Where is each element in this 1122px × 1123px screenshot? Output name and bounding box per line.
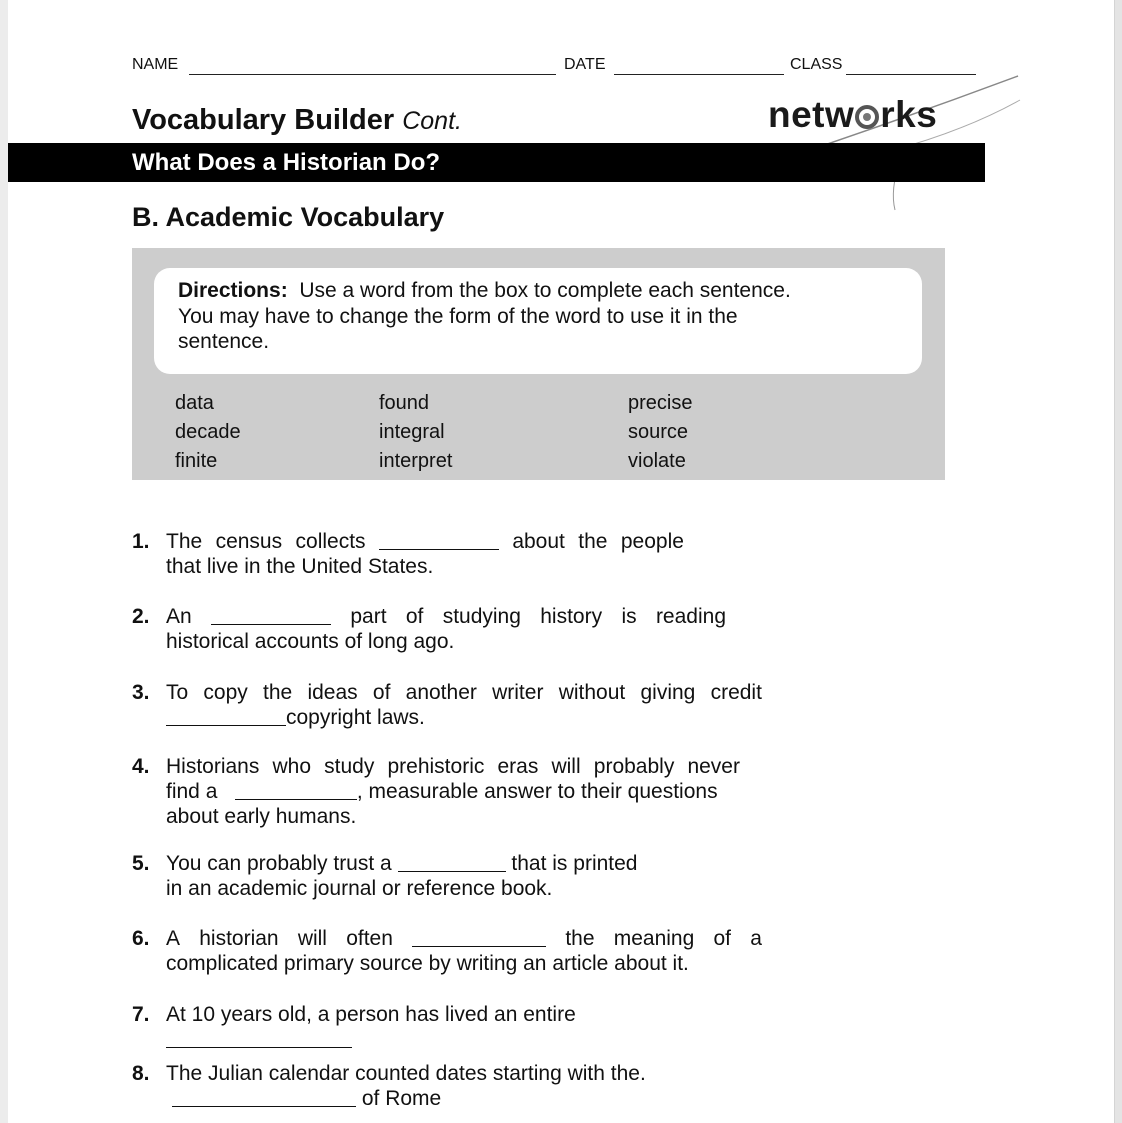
word: prehistoric	[387, 755, 485, 778]
question-line	[166, 705, 425, 730]
word-item: precise	[628, 392, 693, 414]
name-label: NAME	[132, 56, 179, 73]
logo-ring-icon	[855, 105, 879, 129]
word: A	[166, 927, 181, 950]
word: eras	[497, 755, 539, 778]
word: An	[166, 605, 192, 628]
word-item: source	[628, 421, 689, 443]
word: copy	[203, 681, 248, 704]
word: To	[166, 681, 189, 704]
word: meaning	[613, 927, 695, 950]
section-heading: B. Academic Vocabulary	[132, 202, 445, 232]
word: people	[620, 530, 684, 553]
word: census	[215, 530, 283, 553]
banner-title: What Does a Historian Do?	[132, 149, 441, 176]
answer-blank[interactable]	[211, 604, 331, 625]
question-line	[172, 1086, 441, 1111]
word: of	[713, 927, 731, 950]
word-item: finite	[175, 450, 218, 472]
question-line: historical accounts of long ago.	[166, 630, 455, 653]
word: studying	[442, 605, 521, 628]
question-line: At 10 years old, a person has lived an entire	[166, 1003, 576, 1026]
word: the	[578, 530, 608, 553]
word-item: decade	[175, 421, 241, 443]
word: ideas	[307, 681, 358, 704]
question-line	[166, 1027, 352, 1052]
question-line: The Julian calendar counted dates starting with the.	[166, 1062, 646, 1085]
word: is	[621, 605, 637, 628]
answer-blank[interactable]	[166, 705, 286, 726]
brand-text-end: rks	[880, 94, 938, 135]
directions-body: Use a word from the box to complete each sentence. You may have to change the form of the word to use it in the sentence.	[178, 279, 791, 353]
word: history	[540, 605, 603, 628]
question-number: 7.	[132, 1003, 150, 1026]
name-field[interactable]	[189, 74, 556, 75]
date-label: DATE	[564, 56, 606, 73]
question-line	[166, 779, 718, 804]
brand-text-start: netw	[768, 94, 855, 135]
word: a	[750, 927, 762, 950]
question-number: 5.	[132, 852, 150, 875]
word-item: interpret	[379, 450, 453, 472]
brand-swoosh-decoration	[700, 60, 1030, 220]
word-item: data	[175, 392, 214, 414]
title-cont: Cont.	[402, 107, 462, 135]
word-item: violate	[628, 450, 686, 472]
word: the	[263, 681, 293, 704]
page-title	[132, 104, 462, 137]
word-item: integral	[379, 421, 445, 443]
word: probably	[593, 755, 675, 778]
word: giving	[640, 681, 696, 704]
word: Historians	[166, 755, 260, 778]
question-number: 8.	[132, 1062, 150, 1085]
question-number: 6.	[132, 927, 150, 950]
question-text: of Rome	[361, 1087, 442, 1110]
networks-logo	[768, 94, 937, 136]
word-box-panel	[132, 248, 945, 480]
answer-blank[interactable]	[235, 779, 357, 800]
left-page-edge	[0, 0, 8, 1123]
question-text: find a	[166, 780, 218, 803]
word: will	[551, 755, 581, 778]
answer-blank[interactable]	[379, 529, 499, 550]
word: writer	[492, 681, 544, 704]
question-text: You can probably trust a	[166, 852, 392, 875]
word: of	[405, 605, 424, 628]
word: collects	[295, 530, 366, 553]
word: The	[166, 530, 203, 553]
question-line	[166, 851, 637, 876]
question-line	[166, 604, 726, 629]
word: part	[350, 605, 387, 628]
title-main: Vocabulary Builder	[132, 104, 395, 136]
word: historian	[199, 927, 279, 950]
answer-blank[interactable]	[166, 1027, 352, 1048]
answer-blank[interactable]	[412, 926, 546, 947]
word: without	[558, 681, 626, 704]
question-line: about early humans.	[166, 805, 357, 828]
word-item: found	[379, 392, 430, 414]
question-line	[166, 529, 684, 554]
directions-box	[154, 268, 922, 374]
question-number: 3.	[132, 681, 150, 704]
question-line: complicated primary source by writing an article about it.	[166, 952, 689, 975]
question-line	[166, 680, 762, 705]
question-text: that is printed	[511, 852, 638, 875]
word: of	[372, 681, 391, 704]
question-text: copyright laws.	[286, 706, 425, 729]
word: who	[272, 755, 312, 778]
question-number: 2.	[132, 605, 150, 628]
question-number: 4.	[132, 755, 150, 778]
question-line	[166, 926, 762, 951]
word: about	[512, 530, 565, 553]
directions-text	[178, 278, 818, 355]
question-line: that live in the United States.	[166, 555, 434, 578]
word: reading	[655, 605, 726, 628]
chapter-banner	[8, 143, 985, 182]
right-scrollbar[interactable]	[1114, 0, 1122, 1123]
class-label: CLASS	[790, 56, 843, 73]
word: often	[346, 927, 393, 950]
question-line: in an academic journal or reference book.	[166, 877, 553, 900]
answer-blank[interactable]	[172, 1086, 356, 1107]
word: study	[324, 755, 375, 778]
question-number: 1.	[132, 530, 150, 553]
word: will	[297, 927, 327, 950]
word: never	[687, 755, 740, 778]
directions-label: Directions:	[178, 279, 288, 302]
word: credit	[710, 681, 762, 704]
question-line	[166, 754, 740, 779]
answer-blank[interactable]	[398, 851, 506, 872]
word: another	[405, 681, 477, 704]
question-text: , measurable answer to their questions	[356, 780, 718, 803]
word: the	[565, 927, 595, 950]
